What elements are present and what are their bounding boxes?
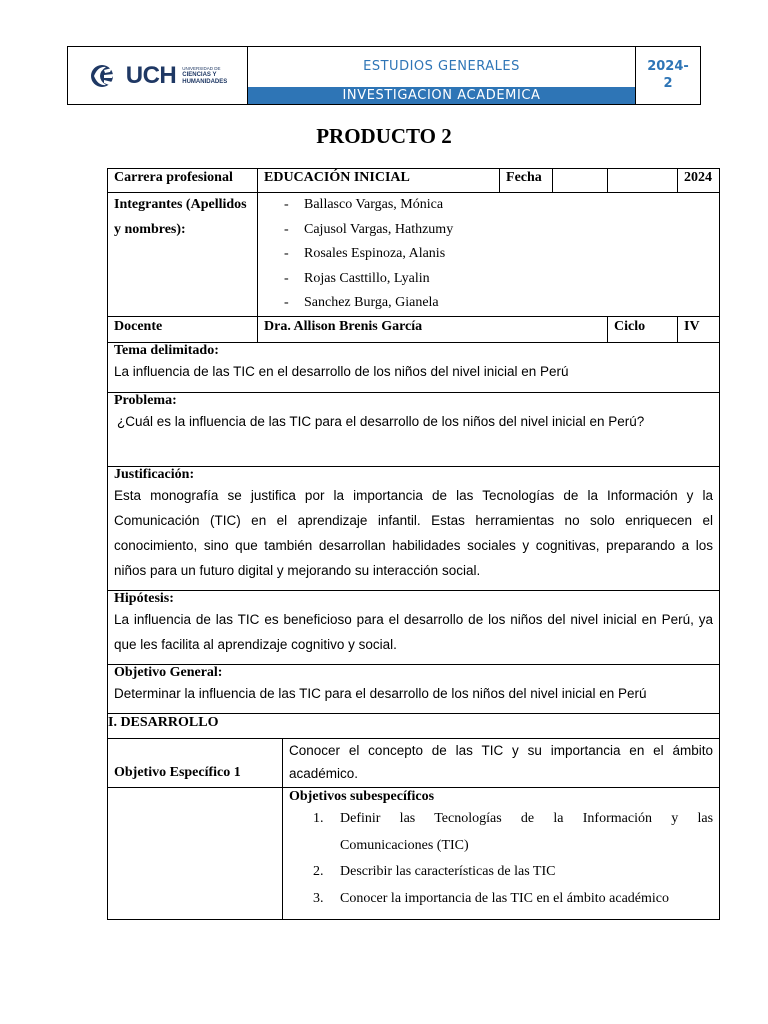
problema-label: Problema: (114, 393, 177, 408)
list-item: 1. Definir las Tecnologías de la Información y las (313, 811, 714, 826)
justificacion-value: Esta monografía se justifica por la importancia de las Tecnologías de la Información y la Comunicación (TIC) en el aprendizaje infantil. Estas herramientas no solo enriquecen el conocimiento, sino que también desarrollan habilidades sociales y cognitivas, preparando a los niños para un futuro digital y mejorando su interacción social. (114, 488, 714, 578)
integrantes-cell (258, 193, 720, 317)
fecha-month-cell (608, 169, 678, 193)
subespecificos-list (289, 806, 713, 912)
carrera-value: EDUCACIÓN INICIAL (258, 169, 500, 193)
objetivo-especifico-value: Conocer el concepto de las TIC y su importancia en el ámbito académico. (283, 739, 720, 788)
list-item: - Sanchez Burga, Gianela (282, 291, 713, 316)
objetivo-general-value: Determinar la influencia de las TIC para el desarrollo de los niños del nivel inicial en Perú (114, 686, 647, 701)
list-item: - Ballasco Vargas, Mónica (282, 193, 713, 218)
row-tema (108, 343, 720, 393)
objetivo-general-cell (108, 665, 720, 714)
ciclo-label: Ciclo (608, 317, 678, 343)
row-desarrollo (108, 714, 720, 739)
list-item: 2. Describir las características de las TIC (313, 864, 556, 879)
subespecificos-label: Objetivos subespecíficos (289, 789, 435, 804)
integrantes-list (282, 193, 713, 316)
subespecificos-empty-cell (108, 788, 283, 920)
carrera-label: Carrera profesional (108, 169, 258, 193)
logo-subtitle: UNIVERSIDAD DE CIENCIAS Y HUMANIDADES (182, 66, 228, 85)
row-docente (108, 317, 720, 343)
justificacion-cell (108, 467, 720, 591)
row-objetivo-especifico (108, 739, 720, 788)
tema-value: La influencia de las TIC en el desarrollo de los niños del nivel inicial en Perú (114, 364, 569, 379)
fecha-day-cell (553, 169, 608, 193)
ciclo-value: IV (678, 317, 720, 343)
header-center (248, 47, 636, 104)
list-item: - Rosales Espinoza, Alanis (282, 242, 713, 267)
hipotesis-value: La influencia de las TIC es beneficioso para el desarrollo de los niños del nivel inicial en Perú, ya que les facilita al aprendizaje cognitivo y social. (114, 612, 714, 652)
objetivo-especifico-label: Objetivo Específico 1 (108, 739, 283, 788)
list-item: - Rojas Casttillo, Lyalin (282, 267, 713, 292)
docente-value: Dra. Allison Brenis García (258, 317, 608, 343)
uch-emblem-icon (88, 63, 120, 89)
fecha-year: 2024 (678, 169, 720, 193)
desarrollo-heading: I. DESARROLLO (108, 714, 720, 739)
list-item: - Cajusol Vargas, Hathzumy (282, 218, 713, 243)
page-title: PRODUCTO 2 (316, 124, 452, 148)
docente-label: Docente (108, 317, 258, 343)
course-banner: INVESTIGACION ACADEMICA (248, 87, 635, 104)
list-item: 3. Conocer la importancia de las TIC en el ámbito académico (313, 890, 670, 906)
hipotesis-label: Hipótesis: (114, 591, 174, 606)
row-carrera (108, 169, 720, 193)
logo-brand-text: UCH (125, 61, 177, 89)
academic-period: 2024- 2 (647, 59, 689, 91)
problema-cell (108, 393, 720, 467)
row-subespecificos (108, 788, 720, 920)
row-integrantes (108, 193, 720, 317)
product-form-table (107, 168, 720, 920)
integrantes-label: Integrantes (Apellidos y nombres): (108, 193, 258, 317)
row-justificacion (108, 467, 720, 591)
objetivo-general-label: Objetivo General: (114, 665, 223, 680)
university-logo (68, 47, 248, 104)
list-item: Comunicaciones (TIC) (340, 837, 469, 853)
document-header (67, 46, 701, 105)
row-hipotesis (108, 591, 720, 665)
department-title: ESTUDIOS GENERALES (363, 59, 520, 74)
fecha-label: Fecha (500, 169, 553, 193)
row-problema (108, 393, 720, 467)
justificacion-label: Justificación: (114, 467, 195, 482)
row-objetivo-general (108, 665, 720, 714)
problema-value: ¿Cuál es la influencia de las TIC para el desarrollo de los niños del nivel inicial en Perú? (117, 414, 645, 429)
subespecificos-cell (283, 788, 720, 920)
tema-label: Tema delimitado: (114, 343, 219, 358)
tema-cell (108, 343, 720, 393)
hipotesis-cell (108, 591, 720, 665)
